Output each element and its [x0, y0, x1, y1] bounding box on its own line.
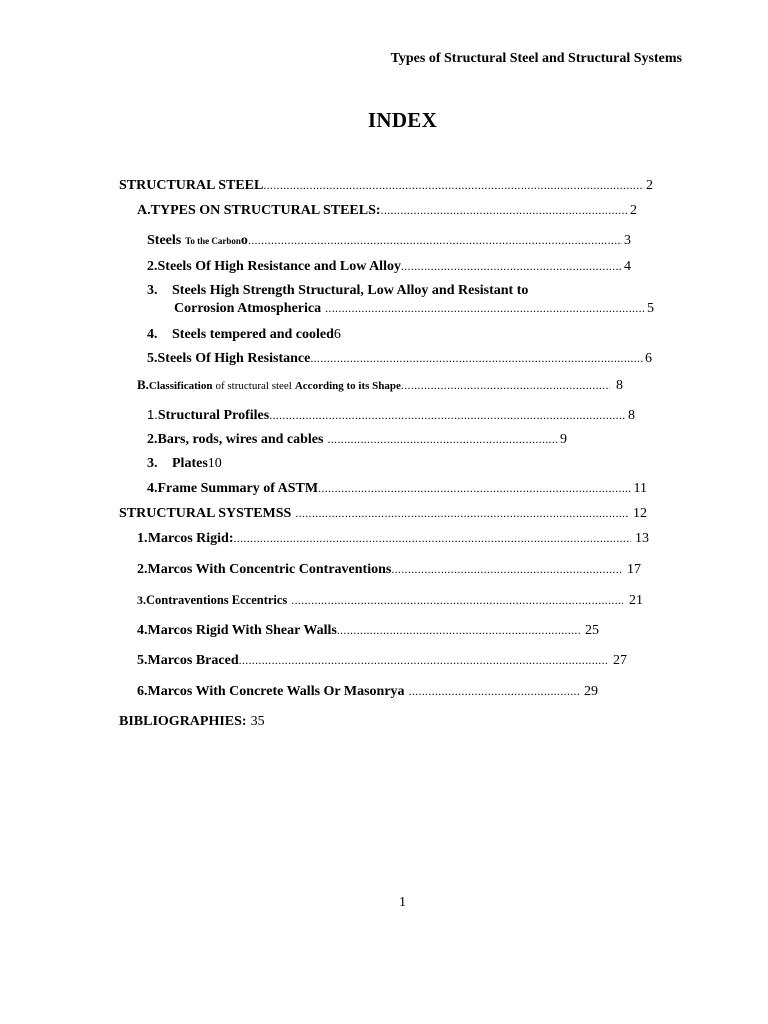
- toc-entry-title: STRUCTURAL STEEL: [119, 178, 264, 193]
- toc-entry-page: 2: [630, 203, 637, 218]
- toc-entry-rigid-frames[interactable]: [137, 531, 649, 549]
- toc-entry-high-resistance-steels[interactable]: [147, 351, 652, 369]
- dot-leader: [295, 506, 629, 524]
- toc-entry-number: 3.: [137, 593, 146, 607]
- toc-entry-page: 5: [647, 301, 654, 316]
- toc-entry-title: TYPES ON STRUCTURAL STEELS:: [150, 203, 381, 218]
- dot-leader: [327, 432, 558, 450]
- toc-entry-title-part: of structural steel: [215, 380, 292, 392]
- dot-leader: [318, 481, 631, 499]
- toc-entry-number: 6.: [137, 684, 148, 699]
- toc-entry-shear-walls[interactable]: [137, 623, 599, 641]
- toc-entry-page: 29: [584, 684, 598, 699]
- toc-entry-bars-rods[interactable]: [147, 432, 567, 450]
- toc-entry-title: Bars, rods, wires and cables: [157, 432, 324, 447]
- toc-entry-page: 27: [613, 653, 627, 668]
- dot-leader: [409, 684, 580, 702]
- toc-entry-title: Contraventions Eccentrics: [146, 593, 288, 607]
- toc-entry-title: Corrosion Atmospherica: [174, 301, 322, 316]
- toc-entry-title: Marcos Braced: [147, 653, 239, 668]
- toc-entry-structural-steel[interactable]: [119, 178, 653, 196]
- page-number: 1: [399, 895, 406, 910]
- toc-entry-title: Marcos Rigid With Shear Walls: [147, 623, 337, 638]
- toc-entry-title: Steels tempered and cooled: [172, 327, 334, 342]
- dot-leader: [325, 301, 645, 319]
- toc-entry-title-part: According to its Shape: [294, 380, 401, 392]
- toc-entry-title: Marcos Rigid:: [147, 531, 234, 546]
- toc-entry-page: 10: [207, 456, 222, 471]
- dot-leader: [391, 562, 623, 580]
- toc-entry-page: 25: [585, 623, 599, 638]
- toc-entry-title: Steels High Strength Structural, Low Alloy and Resistant to: [172, 283, 529, 298]
- toc-entry-page: 4: [624, 259, 631, 274]
- toc-entry-corrosion-steels-cont[interactable]: [174, 301, 654, 319]
- dot-leader: [401, 378, 610, 396]
- toc-entry-page: 8: [628, 408, 635, 423]
- toc-entry-concentric-braced[interactable]: [137, 562, 641, 580]
- toc-entry-number: 4.: [137, 623, 148, 638]
- dot-leader: [234, 531, 631, 549]
- toc-entry-astm-summary[interactable]: [147, 481, 647, 499]
- toc-entry-number: 1.: [137, 531, 148, 546]
- toc-entry-section-b[interactable]: [137, 377, 623, 395]
- toc-entry-title-small: To the Carbon: [185, 236, 241, 246]
- dot-leader: [263, 178, 644, 196]
- toc-entry-title: Frame Summary of ASTM: [157, 481, 319, 496]
- toc-entry-page: 8: [616, 378, 623, 393]
- dot-leader: [291, 593, 623, 611]
- toc-entry-page: 6: [645, 351, 652, 366]
- dot-leader: [401, 259, 622, 277]
- toc-entry-structural-profiles[interactable]: [147, 407, 635, 425]
- dot-leader: [248, 233, 622, 251]
- toc-entry-page: 35: [250, 714, 265, 729]
- toc-entry-number: 3.: [147, 456, 158, 471]
- toc-entry-number: 2.: [147, 259, 158, 274]
- toc-entry-number: 2.: [137, 562, 148, 577]
- toc-entry-number: 3.: [147, 283, 158, 298]
- toc-entry-title-suffix: o: [240, 233, 248, 248]
- toc-entry-title-part: Classification: [148, 380, 213, 392]
- toc-entry-title: BIBLIOGRAPHIES:: [119, 714, 247, 729]
- toc-entry-page: 21: [629, 593, 643, 608]
- toc-entry-hsla-steels[interactable]: [147, 259, 631, 277]
- toc-entry-tempered-steels[interactable]: [147, 327, 447, 345]
- toc-entry-structural-systems[interactable]: [119, 506, 647, 524]
- toc-entry-title: Plates: [172, 456, 208, 471]
- dot-leader: [310, 351, 643, 369]
- toc-entry-title: Steels Of High Resistance: [157, 351, 311, 366]
- toc-entry-title: Marcos With Concrete Walls Or Masonrya: [147, 684, 405, 699]
- dot-leader: [381, 203, 628, 221]
- toc-entry-title: Steels: [147, 233, 182, 248]
- toc-entry-braced-frames[interactable]: [137, 653, 627, 671]
- toc-entry-page: 9: [560, 432, 567, 447]
- toc-entry-plates[interactable]: [147, 456, 347, 474]
- toc-entry-concrete-walls[interactable]: [137, 684, 598, 702]
- toc-entry-section-a[interactable]: [137, 203, 637, 221]
- toc-entry-page: 11: [633, 481, 647, 496]
- toc-entry-number: 5.: [147, 351, 158, 366]
- toc-entry-bibliographies[interactable]: [119, 714, 319, 732]
- toc-entry-carbon-steels[interactable]: [147, 233, 631, 251]
- toc-entry-page: 2: [646, 178, 653, 193]
- dot-leader: [239, 653, 609, 671]
- dot-leader: [337, 623, 581, 641]
- toc-entry-title: Structural Profiles: [157, 408, 270, 423]
- toc-entry-eccentric-braced[interactable]: [137, 593, 643, 611]
- toc-entry-number: 5.: [137, 653, 148, 668]
- toc-entry-number: 4.: [147, 327, 158, 342]
- dot-leader: [269, 408, 626, 426]
- running-header: Types of Structural Steel and Structural Systems: [390, 51, 682, 66]
- toc-entry-number: B.: [137, 377, 149, 392]
- toc-entry-page: 3: [624, 233, 631, 248]
- toc-entry-title: STRUCTURAL SYSTEMSS: [119, 506, 292, 521]
- toc-entry-number: A.: [137, 203, 151, 218]
- toc-entry-page: 12: [633, 506, 647, 521]
- page-title: INDEX: [367, 108, 438, 132]
- toc-entry-page: 17: [627, 562, 641, 577]
- toc-entry-number: 1.: [147, 407, 158, 422]
- toc-entry-number: 4.: [147, 481, 158, 496]
- toc-entry-title: Steels Of High Resistance and Low Alloy: [157, 259, 401, 274]
- toc-entry-corrosion-steels[interactable]: [147, 283, 657, 301]
- toc-entry-number: 2.: [147, 432, 158, 447]
- toc-entry-page: 13: [635, 531, 649, 546]
- toc-entry-title: Marcos With Concentric Contraventions: [147, 562, 392, 577]
- toc-entry-page: 6: [333, 327, 341, 342]
